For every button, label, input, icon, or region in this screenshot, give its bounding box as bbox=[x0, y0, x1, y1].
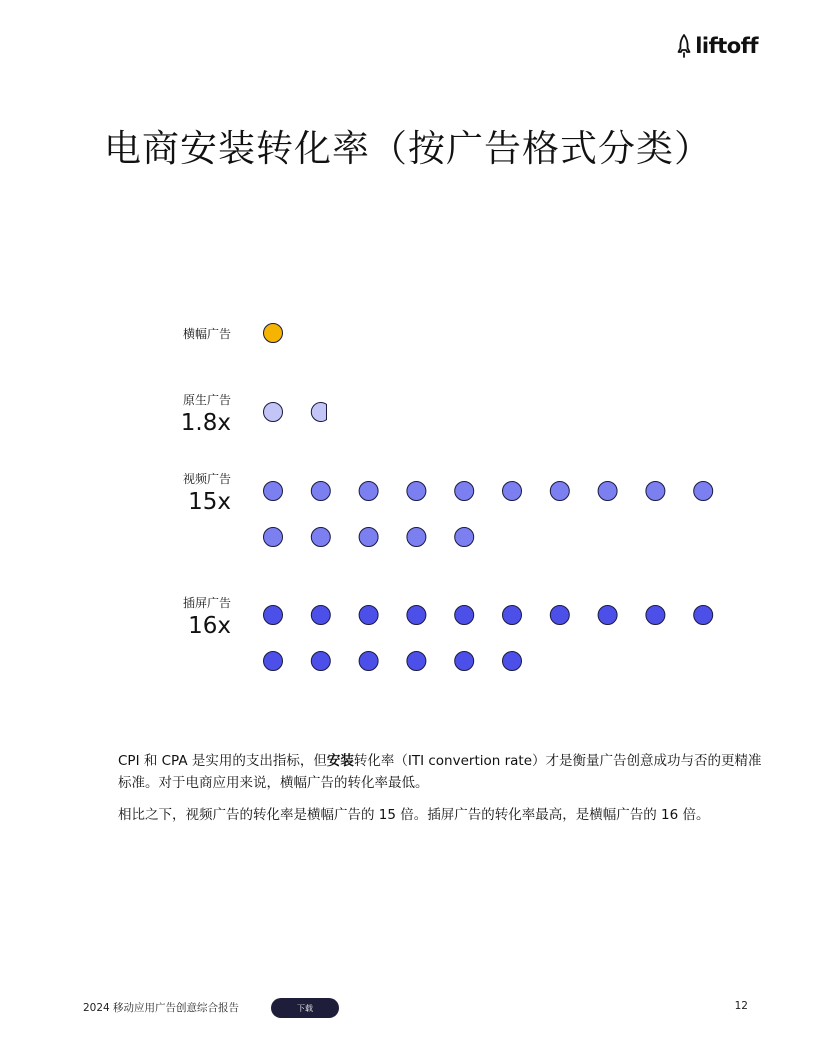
paragraph-2: 相比之下，视频广告的转化率是横幅广告的 15 倍。插屏广告的转化率最高，是横幅广告的 16 倍。 bbox=[118, 807, 710, 823]
unit-dot bbox=[503, 482, 522, 501]
rocket-icon bbox=[677, 34, 691, 58]
page-title: 电商安装转化率（按广告格式分类） bbox=[104, 127, 712, 170]
unit-dot bbox=[311, 652, 330, 671]
unit-dot bbox=[455, 652, 474, 671]
category-label: 原生广告 bbox=[182, 393, 231, 407]
unit-dot bbox=[455, 606, 474, 625]
unit-dot bbox=[598, 606, 617, 625]
unit-dot bbox=[359, 652, 378, 671]
unit-dot bbox=[359, 606, 378, 625]
unit-dot bbox=[407, 652, 426, 671]
category-label: 插屏广告 bbox=[182, 596, 231, 610]
unit-dot bbox=[503, 652, 522, 671]
unit-dot bbox=[550, 482, 569, 501]
multiplier-label: 16x bbox=[188, 613, 231, 639]
download-button[interactable]: 下载 bbox=[271, 998, 339, 1018]
unit-dot bbox=[311, 606, 330, 625]
unit-dot bbox=[359, 528, 378, 547]
unit-dot bbox=[550, 606, 569, 625]
brand-logo bbox=[677, 34, 758, 58]
pictograph-chart bbox=[0, 300, 816, 700]
unit-dot bbox=[264, 652, 283, 671]
unit-dot bbox=[694, 606, 713, 625]
footer bbox=[0, 997, 816, 1019]
category-label: 横幅广告 bbox=[182, 327, 231, 341]
multiplier-label: 1.8x bbox=[180, 410, 231, 436]
unit-dot bbox=[311, 482, 330, 501]
report-title: 2024 移动应用广告创意综合报告 bbox=[83, 1002, 240, 1014]
unit-dot bbox=[264, 324, 283, 343]
body-text bbox=[118, 750, 768, 836]
page-number: 12 bbox=[734, 1000, 748, 1012]
unit-dot bbox=[503, 606, 522, 625]
unit-dot bbox=[359, 482, 378, 501]
category-label: 视频广告 bbox=[182, 472, 231, 486]
bold-install: 安装 bbox=[326, 753, 354, 769]
unit-dot bbox=[264, 482, 283, 501]
unit-dot bbox=[694, 482, 713, 501]
unit-dot bbox=[264, 403, 283, 422]
unit-dot bbox=[455, 528, 474, 547]
paragraph-1: CPI 和 CPA 是实用的支出指标，但安装转化率（ITI convertion rate）才是衡量广告创意成功与否的更精准标准。对于电商应用来说，横幅广告的转化率最低。 bbox=[118, 753, 762, 791]
brand-name: liftoff bbox=[695, 34, 758, 58]
unit-dot bbox=[598, 482, 617, 501]
unit-dot bbox=[407, 482, 426, 501]
unit-dot bbox=[264, 528, 283, 547]
unit-dot bbox=[646, 606, 665, 625]
unit-dot bbox=[311, 528, 330, 547]
unit-dot bbox=[264, 606, 283, 625]
partial-unit-dot bbox=[311, 403, 326, 422]
unit-dot bbox=[455, 482, 474, 501]
unit-dot bbox=[407, 606, 426, 625]
multiplier-label: 15x bbox=[188, 489, 231, 515]
unit-dot bbox=[646, 482, 665, 501]
unit-dot bbox=[407, 528, 426, 547]
